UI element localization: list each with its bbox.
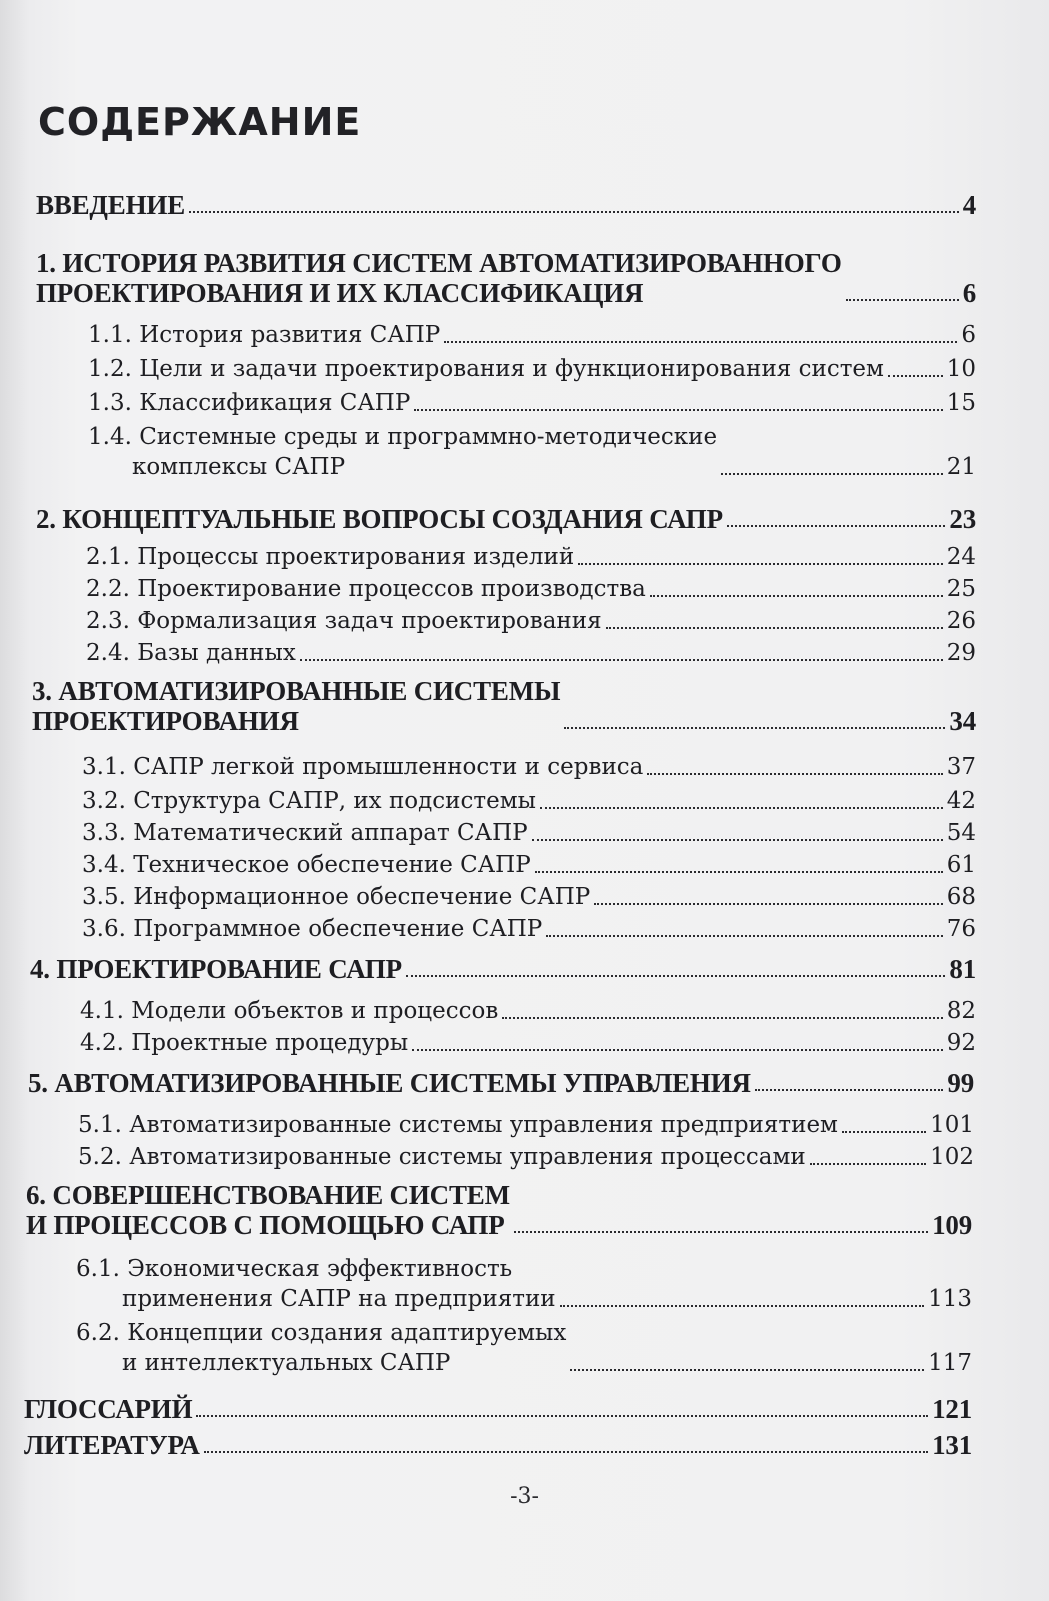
dot-leader [546,935,942,937]
toc-entry-section-2-4[interactable] [86,638,976,668]
toc-entry-glossary[interactable] [24,1394,972,1424]
dot-leader [727,525,946,527]
toc-entry-section-2-2[interactable] [86,574,976,604]
toc-entry-label: 2. КОНЦЕПТУАЛЬНЫЕ ВОПРОСЫ СОЗДАНИЯ САПР [36,504,723,534]
dot-leader [412,1049,943,1051]
toc-entry-page: 81 [949,954,976,984]
dot-leader [204,1451,928,1453]
toc-entry-label: 2.4. Базы данных [86,640,296,666]
toc-entry-page: 113 [928,1286,972,1312]
toc-entry-label-line-2: И ПРОЦЕССОВ С ПОМОЩЬЮ САПР [26,1210,505,1240]
toc-entry-page: 101 [930,1112,974,1138]
toc-entry-page: 6 [962,278,976,308]
toc-entry-section-6-2[interactable] [76,1318,972,1378]
toc-entry-introduction[interactable] [36,190,976,220]
toc-entry-section-3-4[interactable] [82,850,976,880]
toc-entry-page: 23 [949,504,976,534]
toc-entry-page: 121 [932,1394,972,1424]
dot-leader [810,1163,926,1165]
toc-entry-label: 2.3. Формализация задач проектирования [86,608,602,634]
dot-leader [570,1369,924,1371]
toc-entry-section-3-2[interactable] [82,786,976,816]
toc-entry-page: 61 [946,852,976,878]
dot-leader [189,211,959,213]
page-number: -3- [510,1484,539,1509]
toc-entry-label-line-1: 6.2. Концепции создания адаптируемых [76,1320,567,1346]
toc-entry-page: 26 [946,608,976,634]
dot-leader [606,627,943,629]
toc-entry-section-4-2[interactable] [80,1028,976,1058]
toc-entry-label: 3.1. САПР легкой промышленности и сервиса [82,754,644,780]
dot-leader [594,903,942,905]
toc-entry-label-line-2: ПРОЕКТИРОВАНИЯ [32,706,299,736]
toc-entry-section-5-2[interactable] [78,1142,974,1172]
toc-entry-label [76,1254,556,1314]
toc-entry-label-line-2: ПРОЕКТИРОВАНИЯ И ИХ КЛАССИФИКАЦИЯ [36,278,644,308]
toc-entry-page: 37 [946,754,976,780]
dot-leader [842,1131,926,1133]
toc-entry-label: 1.1. История развития САПР [88,322,441,348]
toc-entry-label-line-1: 3. АВТОМАТИЗИРОВАННЫЕ СИСТЕМЫ [32,676,561,706]
toc-entry-section-2-3[interactable] [86,606,976,636]
toc-entry-page: 109 [932,1210,972,1240]
toc-entry-page: 42 [946,788,976,814]
toc-entry-page: 131 [932,1430,972,1460]
toc-entry-label-line-2: комплексы САПР [132,454,346,480]
dot-leader [846,299,959,301]
dot-leader [532,839,943,841]
dot-leader [647,773,942,775]
toc-entry-section-5-1[interactable] [78,1110,974,1140]
toc-entry-chapter-4[interactable] [30,954,976,984]
toc-entry-chapter-2[interactable] [36,504,976,534]
toc-entry-label-line-1: 6.1. Экономическая эффективность [76,1256,513,1282]
toc-entry-page: 76 [946,916,976,942]
toc-entry-page: 24 [946,544,976,570]
toc-entry-label: ГЛОССАРИЙ [24,1394,193,1424]
toc-entry-label-line-2: применения САПР на предприятии [122,1286,556,1312]
toc-entry-page: 92 [946,1030,976,1056]
toc-entry-page: 6 [961,322,976,348]
toc-entry-page: 82 [946,998,976,1024]
toc-entry-section-3-3[interactable] [82,818,976,848]
toc-entry-page: 68 [946,884,976,910]
dot-leader [540,807,943,809]
toc-entry-label-line-1: 6. СОВЕРШЕНСТВОВАНИЕ СИСТЕМ [26,1180,510,1210]
toc-entry-page: 102 [930,1144,974,1170]
dot-leader [406,975,945,977]
dot-leader [196,1415,928,1417]
toc-entry-label: 3.5. Информационное обеспечение САПР [82,884,591,910]
toc-entry-label: ЛИТЕРАТУРА [24,1430,200,1460]
toc-entry-section-1-3[interactable] [88,388,976,418]
dot-leader [444,341,957,343]
dot-leader [755,1089,944,1091]
toc-entry-label-line-2: и интеллектуальных САПР [122,1350,451,1376]
dot-leader [300,659,943,661]
toc-entry-section-3-5[interactable] [82,882,976,912]
toc-entry-page: 10 [946,356,976,382]
toc-entry-page: 29 [946,640,976,666]
dot-leader [564,727,945,729]
dot-leader [650,595,943,597]
toc-entry-label [76,1318,566,1378]
toc-entry-label-line-1: 1.4. Системные среды и программно-методические [88,424,718,450]
toc-entry-label: 2.1. Процессы проектирования изделий [86,544,575,570]
toc-entry-section-1-2[interactable] [88,354,976,384]
toc-entry-section-6-1[interactable] [76,1254,972,1314]
toc-entry-section-3-1[interactable] [82,752,976,782]
toc-entry-page: 4 [962,190,976,220]
toc-entry-page: 25 [946,576,976,602]
toc-entry-label: 5.1. Автоматизированные системы управления предприятием [78,1112,838,1138]
dot-leader [560,1305,924,1307]
toc-entry-label-line-1: 1. ИСТОРИЯ РАЗВИТИЯ СИСТЕМ АВТОМАТИЗИРОВАННОГО [36,248,842,278]
dot-leader [535,871,943,873]
toc-entry-label: 4.2. Проектные процедуры [80,1030,409,1056]
toc-entry-chapter-6[interactable] [26,1180,972,1240]
toc-entry-page: 34 [949,706,976,736]
toc-entry-label: 3.6. Программное обеспечение САПР [82,916,543,942]
toc-entry-chapter-1[interactable] [36,248,976,308]
dot-leader [514,1231,928,1233]
toc-entry-page: 21 [946,454,976,480]
toc-entry-section-1-1[interactable] [88,320,976,350]
toc-entry-label [88,422,717,482]
toc-entry-section-3-6[interactable] [82,914,976,944]
toc-entry-label: 1.3. Классификация САПР [88,390,411,416]
dot-leader [888,375,943,377]
toc-entry-label: 5.2. Автоматизированные системы управления процессами [78,1144,806,1170]
toc-entry-label: 5. АВТОМАТИЗИРОВАННЫЕ СИСТЕМЫ УПРАВЛЕНИЯ [28,1068,751,1098]
toc-entry-bibliography[interactable] [24,1430,972,1460]
toc-entry-page: 99 [947,1068,974,1098]
dot-leader [721,473,943,475]
toc-entry-page: 54 [946,820,976,846]
toc-entry-label [32,676,560,736]
toc-entry-section-1-4[interactable] [88,422,976,482]
toc-entry-section-2-1[interactable] [86,542,976,572]
toc-entry-label: 3.3. Математический аппарат САПР [82,820,528,846]
dot-leader [414,409,942,411]
toc-entry-label: 1.2. Цели и задачи проектирования и функционирования систем [88,356,884,382]
toc-entry-label [36,248,842,308]
toc-entry-chapter-5[interactable] [28,1068,974,1098]
toc-entry-label: 3.2. Структура САПР, их подсистемы [82,788,536,814]
toc-entry-label: 4. ПРОЕКТИРОВАНИЕ САПР [30,954,402,984]
toc-entry-page: 15 [946,390,976,416]
dot-leader [502,1017,942,1019]
toc-entry-section-4-1[interactable] [80,996,976,1026]
dot-leader [578,563,943,565]
toc-entry-label: ВВЕДЕНИЕ [36,190,186,220]
page-title: СОДЕРЖАНИЕ [38,100,362,144]
toc-entry-label: 3.4. Техническое обеспечение САПР [82,852,531,878]
toc-entry-chapter-3[interactable] [32,676,976,736]
toc-entry-label: 4.1. Модели объектов и процессов [80,998,499,1024]
toc-entry-page: 117 [928,1350,972,1376]
toc-entry-label [26,1180,510,1240]
toc-entry-label: 2.2. Проектирование процессов производства [86,576,646,602]
